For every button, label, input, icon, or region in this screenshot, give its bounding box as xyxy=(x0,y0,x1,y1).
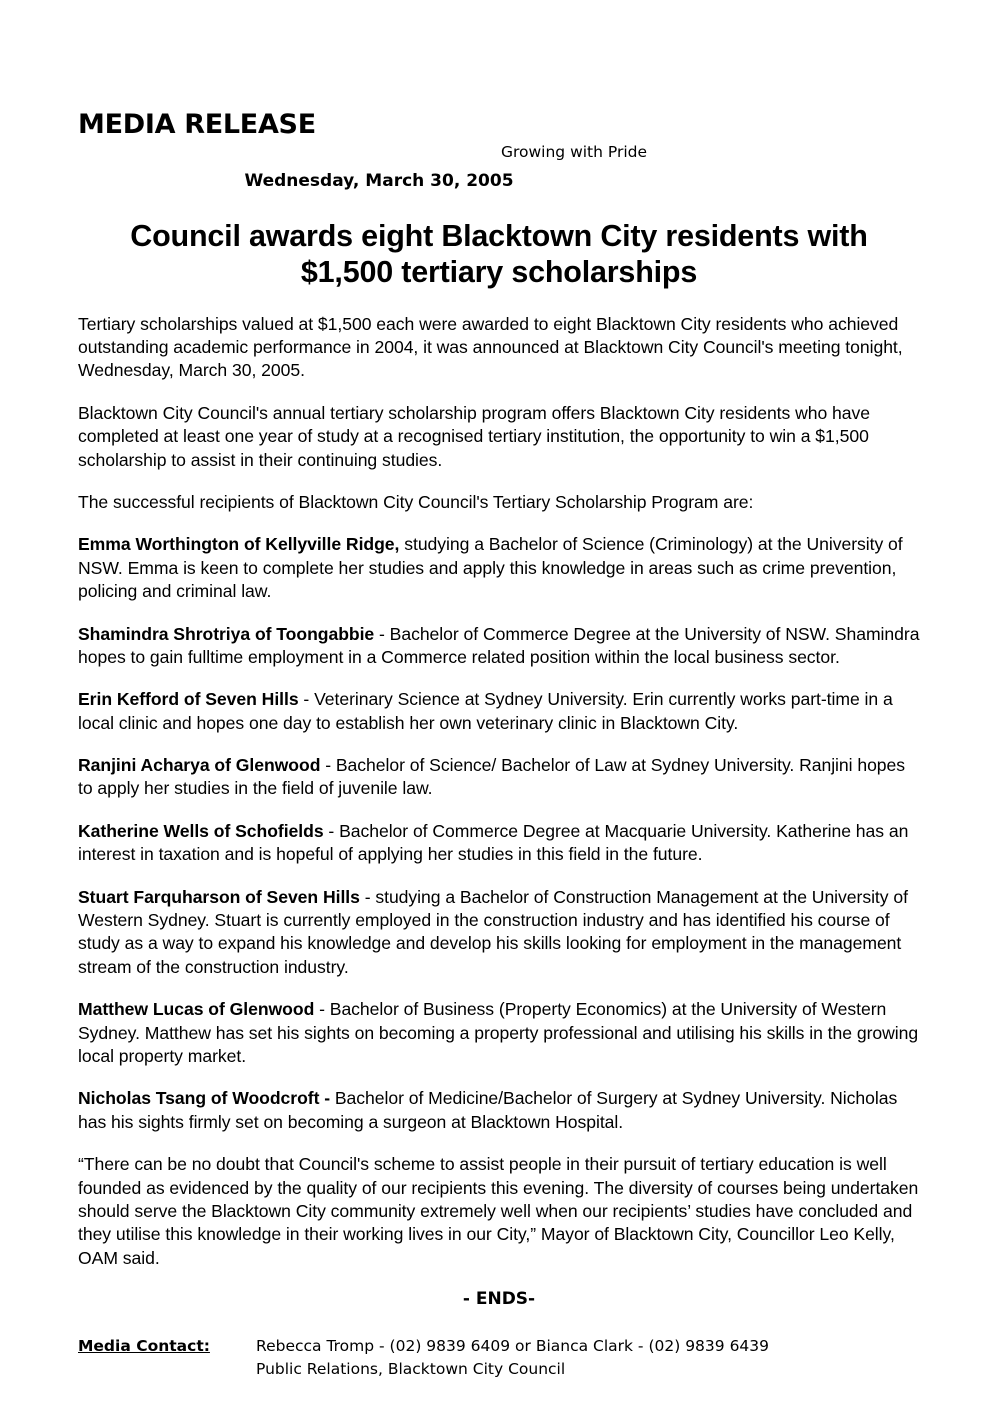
recipient-detail: - Bachelor of Science/ Bachelor of Law at Sydney University. Ranjini hopes to apply her studies in the field of juvenile law. xyxy=(78,755,906,799)
ends-marker: - ENDS- xyxy=(462,1289,536,1310)
recipient-detail: - Bachelor of Commerce Degree at Macquarie University. Katherine has an interest in taxation and is hopeful of applying her studies in this field in the future. xyxy=(78,820,909,865)
recipient-paragraph xyxy=(78,886,920,980)
recipient-detail: Bachelor of Medicine/Bachelor of Surgery at Sydney University. Nicholas has his sights firmly set on becoming a surgeon at Blacktown Hospital. xyxy=(78,1088,898,1132)
intro-paragraph-2: Blacktown City Council's annual tertiary scholarship program offers Blacktown City residents who have completed at least one year of study at a recognised tertiary institution, the opportunity to win a $1,500 scholarship to assist in their continuing studies. xyxy=(78,402,871,470)
release-date: Wednesday, March 30, 2005 xyxy=(244,171,514,192)
recipient-paragraph xyxy=(78,998,920,1068)
body-content xyxy=(78,313,920,1271)
media-contact-details xyxy=(256,1335,920,1380)
recipient-name: Nicholas Tsang of Woodcroft - xyxy=(78,1088,331,1109)
recipient-name: Katherine Wells of Schofields xyxy=(78,820,324,841)
recipient-paragraph xyxy=(78,533,920,603)
recipient-detail: studying a Bachelor of Science (Criminology) at the University of NSW. Emma is keen to complete her studies and apply this knowledge in areas such as crime prevention, policing and criminal law. xyxy=(78,534,903,602)
page-title: Council awards eight Blacktown City residents with $1,500 tertiary scholarships xyxy=(130,218,868,289)
mayor-quote: “There can be no doubt that Council's scheme to assist people in their pursuit of tertiary education is well founded as evidenced by the quality of our recipients this evening. The diversity of courses being undertaken should serve the Blacktown City community extremely well when our recipients’ studies have concluded and they utilise this knowledge in their working lives in our City,” Mayor of Blacktown City, Councillor Leo Kelly, OAM said. xyxy=(78,1154,919,1268)
recipient-name: Emma Worthington of Kellyville Ridge, xyxy=(78,534,400,555)
recipient-paragraph xyxy=(78,754,920,801)
media-contact-block xyxy=(78,1335,920,1380)
recipient-paragraph xyxy=(78,1087,920,1134)
recipient-paragraph xyxy=(78,688,920,735)
recipient-paragraph xyxy=(78,623,920,670)
recipient-detail: - studying a Bachelor of Construction Management at the University of Western Sydney. Stuart is currently employed in the construction industry and has identified his course of study as a way to expand his knowledge and develop his skills looking for employment in the management stream of the construction industry. xyxy=(78,886,908,977)
recipient-name: Shamindra Shrotriya of Toongabbie xyxy=(78,623,375,644)
recipient-detail: - Bachelor of Commerce Degree at the University of NSW. Shamindra hopes to gain fulltime employment in a Commerce related position within the local business sector. xyxy=(78,623,920,667)
recipient-name: Stuart Farquharson of Seven Hills xyxy=(78,886,360,907)
recipient-detail: - Bachelor of Business (Property Economics) at the University of Western Sydney. Matthew has set his sights on becoming a property professional and utilising his skills in the growing local property market. xyxy=(78,999,919,1066)
tagline-row xyxy=(78,141,920,167)
masthead-title: MEDIA RELEASE xyxy=(78,109,316,140)
media-contact-line-1: Rebecca Tromp - (02) 9839 6409 or Bianca Clark - (02) 9839 6439 xyxy=(256,1337,770,1356)
recipient-detail: - Veterinary Science at Sydney University. Erin currently works part-time in a local clinic and hopes one day to establish her own veterinary clinic in Blacktown City. xyxy=(78,689,893,733)
intro-paragraph-1: Tertiary scholarships valued at $1,500 each were awarded to eight Blacktown City residents who achieved outstanding academic performance in 2004, it was announced at Blacktown City Council's meeting tonight, Wednesday, March 30, 2005. xyxy=(78,313,903,381)
intro-paragraph-3: The successful recipients of Blacktown City Council's Tertiary Scholarship Program are: xyxy=(78,491,754,512)
recipient-paragraph xyxy=(78,820,920,867)
media-contact-label: Media Contact: xyxy=(78,1337,210,1356)
recipient-name: Ranjini Acharya of Glenwood xyxy=(78,755,321,776)
recipient-name: Erin Kefford of Seven Hills xyxy=(78,689,299,710)
media-contact-line-2: Public Relations, Blacktown City Council xyxy=(256,1359,566,1378)
recipient-name: Matthew Lucas of Glenwood xyxy=(78,999,315,1020)
council-tagline: Growing with Pride xyxy=(500,143,648,162)
